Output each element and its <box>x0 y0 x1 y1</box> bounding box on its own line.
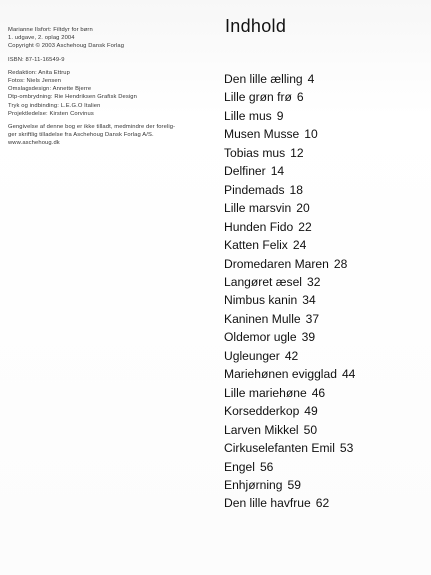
toc-item-page: 10 <box>304 127 318 142</box>
toc-item-title: Den lille ælling <box>224 72 303 86</box>
toc-item <box>224 144 414 162</box>
toc-item-title: Lille marsvin <box>224 201 292 216</box>
toc-item <box>224 347 414 365</box>
toc-item <box>224 255 414 273</box>
toc-item-title: Tobias mus <box>224 145 286 160</box>
toc-item-title: Langøret æsel <box>224 274 302 289</box>
publication-line: Marianne Ilsfort: Filtdyr for børn <box>8 27 93 33</box>
toc-item-page: 56 <box>259 459 274 474</box>
toc-item <box>224 476 414 494</box>
toc-item-page: 44 <box>341 367 356 382</box>
toc-item <box>224 458 414 476</box>
credits-block <box>8 69 198 118</box>
website-link: www.aschehoug.dk <box>8 140 60 147</box>
toc-item <box>224 70 414 88</box>
toc-item-page: 14 <box>270 164 285 179</box>
toc-item-page: 37 <box>305 311 320 326</box>
toc-item-page: 59 <box>287 477 301 492</box>
toc-item <box>224 328 414 346</box>
toc-item-title: Enhjørning <box>224 477 283 492</box>
credit-line: Tryk og indbinding: L.E.G.O Italien <box>8 102 101 109</box>
toc-item-title: Larven Mikkel <box>224 422 299 437</box>
toc-item-title: Pindemads <box>224 182 285 197</box>
toc-item-page: 34 <box>302 293 316 308</box>
colophon <box>8 26 198 153</box>
toc-item-title: Lille grøn frø <box>224 90 292 105</box>
credit-line: Fotos: Niels Jensen <box>8 78 62 85</box>
toc-item <box>224 181 414 199</box>
toc-item-title: Katten Felix <box>224 238 288 253</box>
credit-line: Omslagsdesign: Annette Bjerre <box>8 86 92 93</box>
isbn-block <box>8 56 198 64</box>
toc-item-page: 22 <box>298 219 312 234</box>
toc-item-page: 4 <box>307 72 315 86</box>
toc-item-page: 32 <box>306 274 321 289</box>
toc-item-page: 62 <box>315 496 330 511</box>
toc-item-title: Musen Musse <box>224 127 300 142</box>
toc-item <box>224 421 414 439</box>
rights-block <box>8 123 198 148</box>
rights-line: Gengivelse af denne bog er ikke tilladt, medmindre der forelig- <box>8 124 176 131</box>
toc-item-page: 49 <box>304 404 318 419</box>
toc-item-title: Engel <box>224 459 255 474</box>
toc-item <box>224 310 414 328</box>
credit-line: Projektledelse: Kirsten Corvinus <box>8 110 94 117</box>
credit-line: Dtp-ombrydning: Rie Hendriksen Grafisk Design <box>8 94 137 101</box>
toc-item-page: 50 <box>303 422 318 437</box>
toc-item <box>224 218 414 236</box>
toc-item <box>224 88 414 106</box>
toc-item <box>224 384 414 402</box>
publication-block <box>8 26 198 51</box>
toc-item-title: Kaninen Mulle <box>224 311 301 326</box>
toc-item-title: Cirkuselefanten Emil <box>224 441 335 456</box>
table-of-contents <box>224 70 414 513</box>
toc-item-title: Delfiner <box>224 164 266 179</box>
toc-item-title: Lille mus <box>224 108 272 123</box>
toc-item-page: 42 <box>284 348 299 363</box>
toc-item-page: 6 <box>296 90 304 105</box>
toc-item <box>224 199 414 217</box>
toc-item-page: 18 <box>289 182 303 197</box>
toc-item <box>224 494 414 512</box>
credit-line: Redaktion: Anita Ettrup <box>8 69 70 76</box>
toc-item-title: Mariehønen evigglad <box>224 367 337 382</box>
toc-item <box>224 402 414 420</box>
toc-item-title: Korsedderkop <box>224 404 300 419</box>
page-title: Indhold <box>225 16 287 36</box>
toc-item-title: Den lille havfrue <box>224 496 311 511</box>
toc-item <box>224 291 414 309</box>
toc-item-page: 28 <box>333 256 348 271</box>
toc-item <box>224 162 414 180</box>
toc-item-page: 9 <box>276 108 284 123</box>
toc-item <box>224 236 414 254</box>
toc-item-page: 53 <box>339 441 354 456</box>
rights-line: ger skriftlig tilladelse fra Aschehoug Dansk Forlag A/S. <box>8 132 154 139</box>
isbn-line: ISBN: 87-11-16549-9 <box>8 56 65 63</box>
toc-item-title: Oldemor ugle <box>224 330 297 345</box>
toc-item <box>224 125 414 143</box>
toc-item-page: 20 <box>296 201 310 216</box>
toc-item-title: Lille mariehøne <box>224 385 307 400</box>
toc-item-title: Hunden Fido <box>224 219 294 234</box>
toc-item <box>224 107 414 125</box>
toc-item-page: 39 <box>301 330 316 345</box>
toc-item-title: Nimbus kanin <box>224 293 298 308</box>
toc-item <box>224 273 414 291</box>
publication-line: 1. udgave, 2. oplag 2004 <box>8 35 75 42</box>
toc-item-page: 24 <box>292 238 307 253</box>
toc-item-page: 46 <box>311 385 326 400</box>
publication-line: Copyright © 2003 Aschehoug Dansk Forlag <box>8 43 125 50</box>
toc-item-title: Dromedaren Maren <box>224 256 329 271</box>
toc-item <box>224 365 414 383</box>
toc-item-page: 12 <box>290 145 304 160</box>
toc-item-title: Ugleunger <box>224 348 280 363</box>
toc-item <box>224 439 414 457</box>
